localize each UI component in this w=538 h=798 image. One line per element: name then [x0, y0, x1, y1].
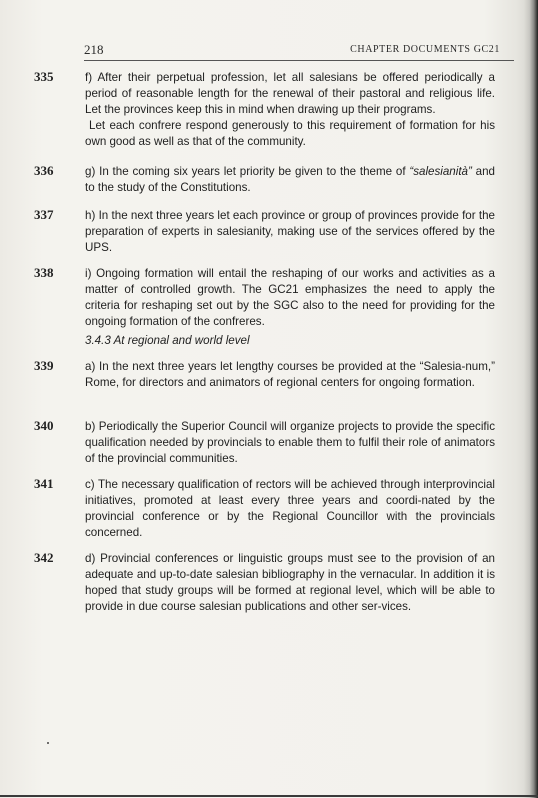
paragraph-339	[85, 359, 495, 391]
page-number: 218	[84, 42, 104, 57]
running-head: CHAPTER DOCUMENTS GC21	[350, 44, 500, 55]
paragraph-340	[85, 419, 495, 467]
paragraph-number: 339	[34, 358, 54, 373]
section-heading: 3.4.3 At regional and world level	[85, 334, 250, 347]
paragraph-337	[85, 208, 495, 256]
page-edge-shadow	[524, 0, 538, 798]
paragraph-text-end: and to the study of the Constitutions.	[85, 165, 495, 194]
paragraph-text: i) Ongoing formation will entail the reshaping of our works and activities as a matter of controlled growth. The GC21 emphasizes the need to apply the criteria for reshaping set out by the SGC also to the need for providing for the ongoing formation of the confreres.	[85, 267, 495, 328]
paragraph-number: 340	[34, 418, 54, 433]
paragraph-text: g) In the coming six years let priority be given to the theme of	[85, 165, 410, 178]
speck	[47, 742, 49, 744]
paragraph-text: b) Periodically the Superior Council will organize projects to provide the specific qualification needed by provincials to enable them to fulfil their role of animators of the provincial communities.	[85, 420, 495, 465]
paragraph-336	[85, 164, 495, 196]
paragraph-342	[85, 551, 495, 615]
paragraph-number: 335	[34, 69, 54, 84]
paragraph-number: 341	[34, 476, 54, 491]
paragraph-number: 336	[34, 163, 54, 178]
emphasis-text: “salesianità”	[409, 165, 472, 178]
paragraph-number: 337	[34, 207, 54, 222]
paragraph-text-continued: Let each confrere respond generously to this requirement of formation for his own good as well as that of the community.	[85, 119, 495, 148]
paragraph-text: d) Provincial conferences or linguistic groups must see to the provision of an adequate and up-to-date salesian bibliography in the vernacular. In addition it is hoped that study groups will be formed at regional level, which will be able to provide in due course salesian publications and other ser-vices.	[85, 552, 495, 613]
paragraph-338	[85, 266, 495, 330]
page-header	[84, 42, 514, 61]
paragraph-text: a) In the next three years let lengthy courses be provided at the “Salesia-num,” Rome, for directors and animators of regional centers for ongoing formation.	[85, 360, 495, 389]
paragraph-text: f) After their perpetual profession, let all salesians be offered periodically a period of reasonable length for the renewal of their pastoral and religious life. Let the provinces keep this in mind when drawing up their programs.	[85, 71, 495, 116]
paragraph-number: 338	[34, 265, 54, 280]
paragraph-341	[85, 477, 495, 541]
paragraph-335	[85, 70, 495, 150]
bottom-border	[0, 795, 538, 797]
paragraph-number: 342	[34, 550, 54, 565]
paragraph-text: h) In the next three years let each province or group of provinces provide for the preparation of experts in salesianity, making use of the services offered by the UPS.	[85, 209, 495, 254]
paragraph-text: c) The necessary qualification of rectors will be achieved through interprovincial initiatives, promoted at least every three years and coordi-nated by the provincial conference or by the Regional Councillor with the provincials concerned.	[85, 478, 495, 539]
